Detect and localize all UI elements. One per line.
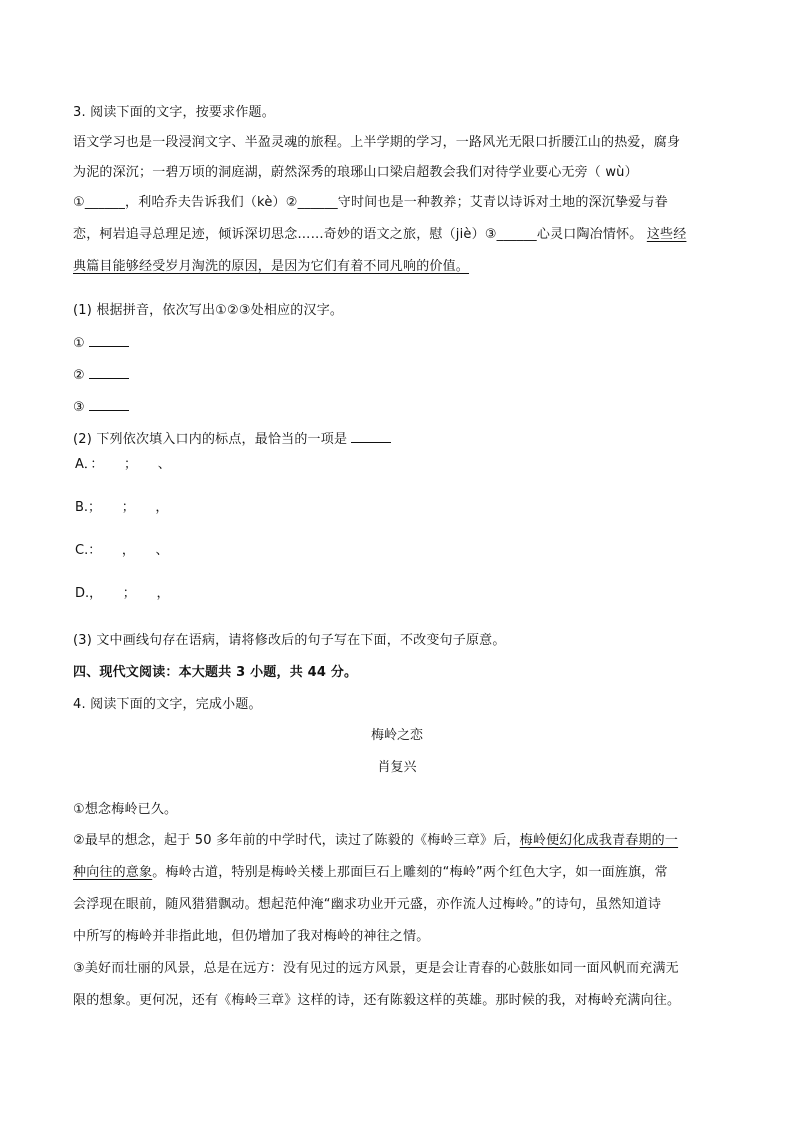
passage-line (73, 226, 686, 244)
option-d: D.， ； ， (75, 586, 170, 601)
circled-number: ① (73, 336, 85, 351)
article-paragraph: ①想念梅岭已久。 (73, 802, 178, 817)
sub-question-1: (1) 根据拼音，依次写出①②③处相应的汉字。 (73, 303, 344, 318)
passage-text: 恋，柯岩追寻总理足迹，倾诉深切思念……奇妙的语文之旅，慰（jiè）③______心灵口陶冶情怀。 (73, 227, 643, 242)
answer-blank[interactable] (351, 430, 391, 443)
article-paragraph: 限的想象。更何况，还有《梅岭三章》这样的诗，还有陈毅这样的英雄。那时候的我，对梅岭充满向往。 (73, 993, 681, 1008)
section-heading: 四、现代文阅读：本大题共 3 小题，共 44 分。 (73, 665, 358, 680)
answer-blank[interactable] (89, 398, 129, 411)
article-paragraph: 中所写的梅岭并非指此地，但仍增加了我对梅岭的神往之情。 (73, 929, 430, 944)
article-paragraph (73, 832, 678, 850)
underlined-sentence: 种向往的意象 (73, 865, 153, 880)
underlined-sentence: 典篇目能够经受岁月淘洗的原因，是因为它们有着不同凡响的价值。 (73, 259, 470, 274)
passage-line: 为泥的深沉；一碧万顷的洞庭湖，蔚然深秀的琅琊山口梁启超教会我们对待学业要心无旁（ wù） (73, 165, 638, 180)
answer-blank[interactable] (89, 334, 129, 347)
passage-line: 语文学习也是一段浸润文字、半盈灵魂的旅程。上半学期的学习，一路风光无限口折腰江山的热爱，腐身 (73, 135, 681, 150)
passage-line: ①______，利哈乔夫告诉我们（kè）②______守时间也是一种教养；艾青以诗诉对土地的深沉挚爱与眷 (73, 195, 668, 210)
sub-question-2-text: (2) 下列依次填入口内的标点，最恰当的一项是 (73, 432, 348, 447)
option-a: A．： ； 、 (75, 457, 171, 472)
option-c: C.： ， 、 (75, 543, 169, 558)
question-3-title: 3. 阅读下面的文字，按要求作题。 (73, 105, 275, 120)
article-title: 梅岭之恋 (370, 728, 423, 743)
underlined-sentence: 这些经 (646, 227, 687, 242)
sub-question-3: (3) 文中画线句存在语病，请将修改后的句子写在下面，不改变句子原意。 (73, 633, 506, 648)
circled-number: ③ (73, 400, 85, 415)
paragraph-text: 。梅岭古道，特别是梅岭关楼上那面巨石上雕刻的“梅岭”两个红色大字，如一面旌旗，常 (152, 865, 668, 880)
answer-blank[interactable] (89, 366, 129, 379)
article-paragraph: ③美好而壮丽的风景，总是在远方：没有见过的远方风景，更是会让青春的心鼓胀如同一面风帆而充满无 (73, 961, 679, 976)
underlined-sentence: 梅岭便幻化成我青春期的一 (519, 833, 679, 848)
circled-number: ② (73, 368, 85, 383)
article-author: 肖复兴 (377, 760, 417, 775)
article-paragraph: 会浮现在眼前，随风猎猎飘动。想起范仲淹“幽求功业开元盛，亦作流人过梅岭。”的诗句，虽然知道诗 (73, 897, 662, 912)
option-b: B.； ； ， (75, 500, 169, 515)
question-4-title: 4. 阅读下面的文字，完成小题。 (73, 697, 262, 712)
answer-line-1 (73, 334, 129, 353)
paragraph-text: ②最早的想念，起于 50 多年前的中学时代，读过了陈毅的《梅岭三章》后， (73, 833, 520, 848)
article-paragraph (73, 864, 668, 882)
sub-question-2 (73, 430, 391, 449)
answer-line-2 (73, 366, 129, 385)
answer-line-3 (73, 398, 129, 417)
